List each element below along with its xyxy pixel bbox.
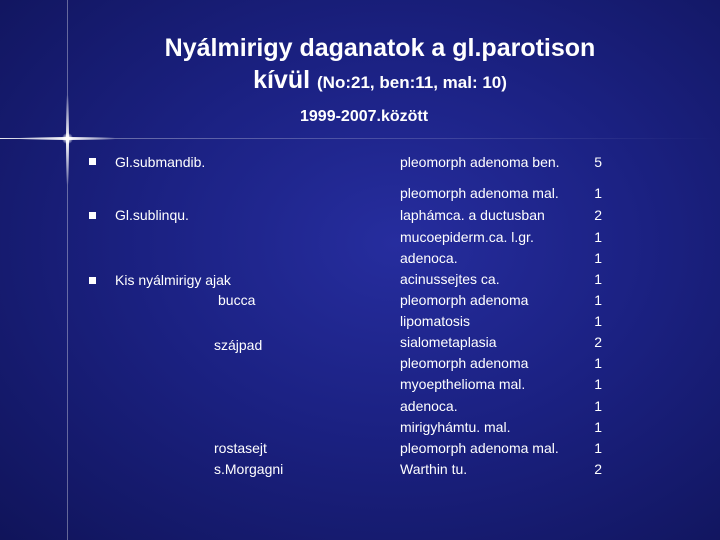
slide-subtitle: 1999-2007.között <box>300 108 429 125</box>
list-item <box>400 185 602 201</box>
title-word: kívül <box>253 66 311 94</box>
list-item <box>400 419 602 435</box>
list-item <box>400 271 602 287</box>
diagnosis-label: pleomorph adenoma <box>400 292 529 308</box>
location-submandibular: Gl.submandib. <box>115 154 206 170</box>
location-sublingual: Gl.sublinqu. <box>115 207 189 223</box>
title-counts: (No:21, ben:11, mal: 10) <box>317 73 507 92</box>
slide-title: Nyálmirigy daganatok a gl.parotison <box>164 34 596 62</box>
list-item <box>400 334 602 350</box>
list-item <box>400 250 602 266</box>
list-item <box>400 313 602 329</box>
list-item <box>400 461 602 477</box>
diagnosis-count: 2 <box>594 461 602 477</box>
decorative-vertical-line <box>67 0 68 540</box>
diagnosis-label: lipomatosis <box>400 313 471 329</box>
diagnosis-label: pleomorph adenoma ben. <box>400 154 560 170</box>
bullet-icon <box>89 158 96 165</box>
diagnosis-count: 1 <box>594 271 602 287</box>
diagnosis-count: 1 <box>594 376 602 392</box>
diagnosis-count: 1 <box>594 398 602 414</box>
diagnosis-label: sialometaplasia <box>400 334 497 350</box>
diagnosis-count: 1 <box>594 355 602 371</box>
slide-title-line2 <box>70 66 690 95</box>
list-item <box>400 292 602 308</box>
diagnosis-count: 1 <box>594 313 602 329</box>
diagnosis-label: acinussejtes ca. <box>400 271 500 287</box>
diagnosis-count: 1 <box>594 229 602 245</box>
list-item <box>400 355 602 371</box>
bullet-icon <box>89 212 96 219</box>
list-item <box>400 398 602 414</box>
diagnosis-label: pleomorph adenoma <box>400 355 529 371</box>
diagnosis-count: 1 <box>594 419 602 435</box>
diagnosis-count: 2 <box>594 334 602 350</box>
location-bucca: bucca <box>218 292 256 308</box>
diagnosis-label: pleomorph adenoma mal. <box>400 185 559 201</box>
location-minor-glands: Kis nyálmirigy ajak <box>115 272 231 288</box>
diagnosis-label: mirigyhámtu. mal. <box>400 419 511 435</box>
diagnosis-label: myoepthelioma mal. <box>400 376 526 392</box>
diagnosis-count: 1 <box>594 440 602 456</box>
diagnosis-label: pleomorph adenoma mal. <box>400 440 559 456</box>
list-item <box>400 207 602 223</box>
diagnosis-count: 5 <box>594 154 602 170</box>
diagnosis-count: 1 <box>594 292 602 308</box>
location-rostasejt: rostasejt <box>214 440 267 456</box>
diagnosis-count: 1 <box>594 250 602 266</box>
diagnosis-label: adenoca. <box>400 250 458 266</box>
diagnosis-label: adenoca. <box>400 398 458 414</box>
diagnosis-count: 2 <box>594 207 602 223</box>
list-item <box>400 229 602 245</box>
diagnosis-label: laphámca. a ductusban <box>400 207 545 223</box>
diagnosis-count: 1 <box>594 185 602 201</box>
diagnosis-label: mucoepiderm.ca. l.gr. <box>400 229 534 245</box>
list-item <box>400 376 602 392</box>
diagnosis-label: Warthin tu. <box>400 461 468 477</box>
location-szajpad: szájpad <box>214 337 263 353</box>
sparkle-icon <box>62 133 73 144</box>
bullet-icon <box>89 277 96 284</box>
location-morgagni: s.Morgagni <box>214 461 284 477</box>
list-item <box>400 440 602 456</box>
list-item <box>400 154 602 170</box>
